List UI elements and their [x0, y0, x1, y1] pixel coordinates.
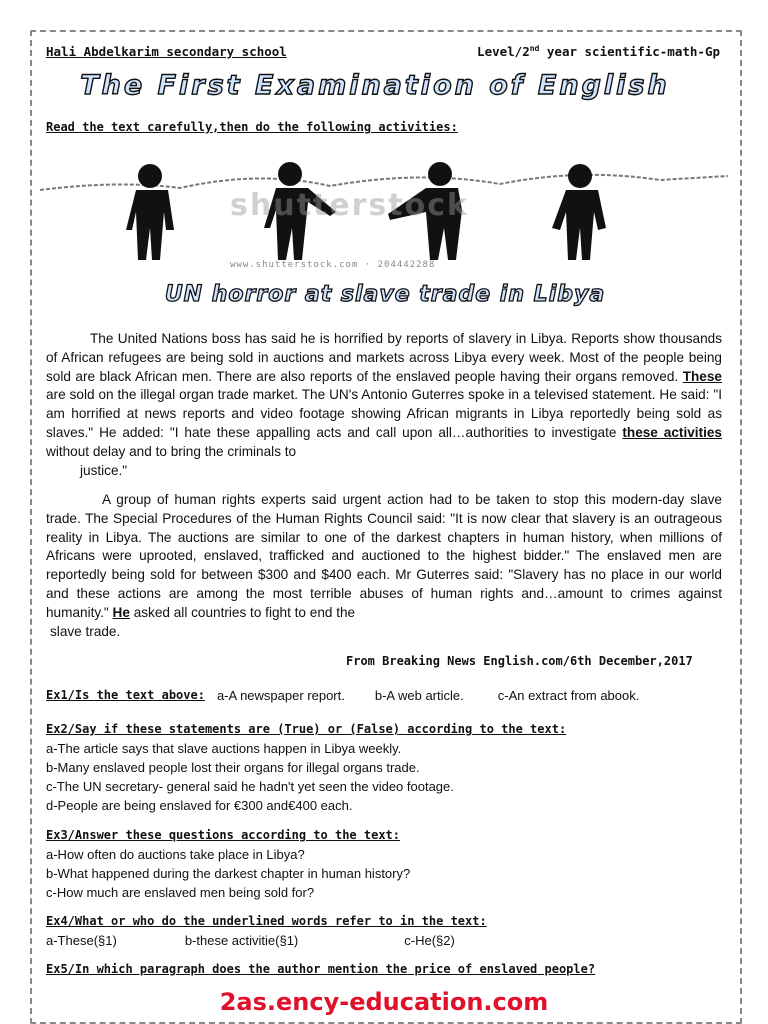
ex2-item-c: c-The UN secretary- general said he hadn't yet seen the video footage. — [46, 779, 454, 794]
underlined-he: He — [112, 604, 130, 620]
ex3-item-c: c-How much are enslaved men being sold for? — [46, 885, 315, 900]
exercise-5 — [46, 962, 595, 976]
ex1-title: Ex1/Is the text above: — [46, 688, 205, 702]
image-watermark: shutterstock — [230, 188, 469, 223]
ex4-option-b: b-these activitie(§1) — [184, 933, 299, 948]
ex3-title: Ex3/Answer these questions according to the text: — [46, 828, 401, 842]
school-name: Hali Abdelkarim secondary school — [46, 44, 287, 59]
ex2-title: Ex2/Say if these statements are (True) or (False) according to the text: — [46, 722, 567, 736]
ex4-option-c: c-He(§2) — [404, 933, 455, 948]
source-line: From Breaking News English.com/6th December,2017 — [346, 654, 693, 668]
exercise-3 — [46, 826, 410, 902]
underlined-these: These — [682, 368, 722, 384]
paragraph-1: The United Nations boss has said he is horrified by reports of slavery in Libya. Reports show thousands of African refugees are being sold in auctions and markets across Libya every week. Most of the people being sold are black African men. There are also reports of the enslaved people having their organs removed. These are sold on the illegal organ trade market. The UN's Antonio Guterres spoke in a televised statement. He said: "I am horrified at news reports and video footage showing African migrants in Libya reportedly being sold as slaves." He added: "I hate these appalling acts and call upon all…authorities to investigate these activities without delay and to bring the criminals to justice." — [46, 331, 722, 478]
ex2-item-a: a-The article says that slave auctions happen in Libya weekly. — [46, 741, 402, 756]
instruction: Read the text carefully,then do the following activities: — [46, 120, 458, 134]
ex3-item-a: a-How often do auctions take place in Libya? — [46, 847, 305, 862]
ex4-option-a: a-These(§1) — [46, 933, 117, 948]
header — [46, 44, 720, 59]
image-url-caption: www.shutterstock.com · 204442288 — [230, 260, 436, 270]
exercise-4 — [46, 912, 722, 950]
footer-website: 2as.ency-education.com — [219, 988, 549, 1016]
ex4-title: Ex4/What or who do the underlined words refer to in the text: — [46, 914, 487, 928]
ex1-option-a: a-A newspaper report. — [216, 688, 345, 703]
ex2-item-d: d-People are being enslaved for €300 and€400 each. — [46, 798, 353, 813]
ex4-options — [46, 931, 722, 950]
exam-title: The First Examination of English — [80, 70, 670, 101]
ex3-item-b: b-What happened during the darkest chapter in human history? — [46, 866, 411, 881]
ex2-item-b: b-Many enslaved people lost their organs for illegal organs trade. — [46, 760, 420, 775]
paragraph-2: A group of human rights experts said urgent action had to be taken to stop this modern-day slave trade. The Special Procedures of the Human Rights Council said: "It is now clear that slavery is an outrageous reality in Libya. The auctions are similar to one of the darkest chapters in human history, when millions of Africans were uprooted, enslaved, trafficked and auctioned to the highest bidder." The enslaved men are reportedly being sold for between $300 and $400 each. Mr Guterres said: "Slavery has no place in our world and these actions are among the most terrible abuses of human rights and…amount to crimes against humanity." He asked all countries to fight to end the slave trade. — [46, 492, 722, 639]
level-label: Level/2nd year scientific-math-Gp — [477, 44, 720, 60]
exercise-2 — [46, 720, 566, 815]
ex5-title: Ex5/In which paragraph does the author mention the price of enslaved people? — [46, 962, 596, 976]
underlined-these-activities: these activities — [622, 424, 722, 440]
exercise-1 — [46, 688, 722, 703]
ex1-option-c: c-An extract from abook. — [497, 688, 640, 703]
article-headline: UN horror at slave trade in Libya — [164, 282, 606, 307]
ex1-option-b: b-A web article. — [374, 688, 464, 703]
